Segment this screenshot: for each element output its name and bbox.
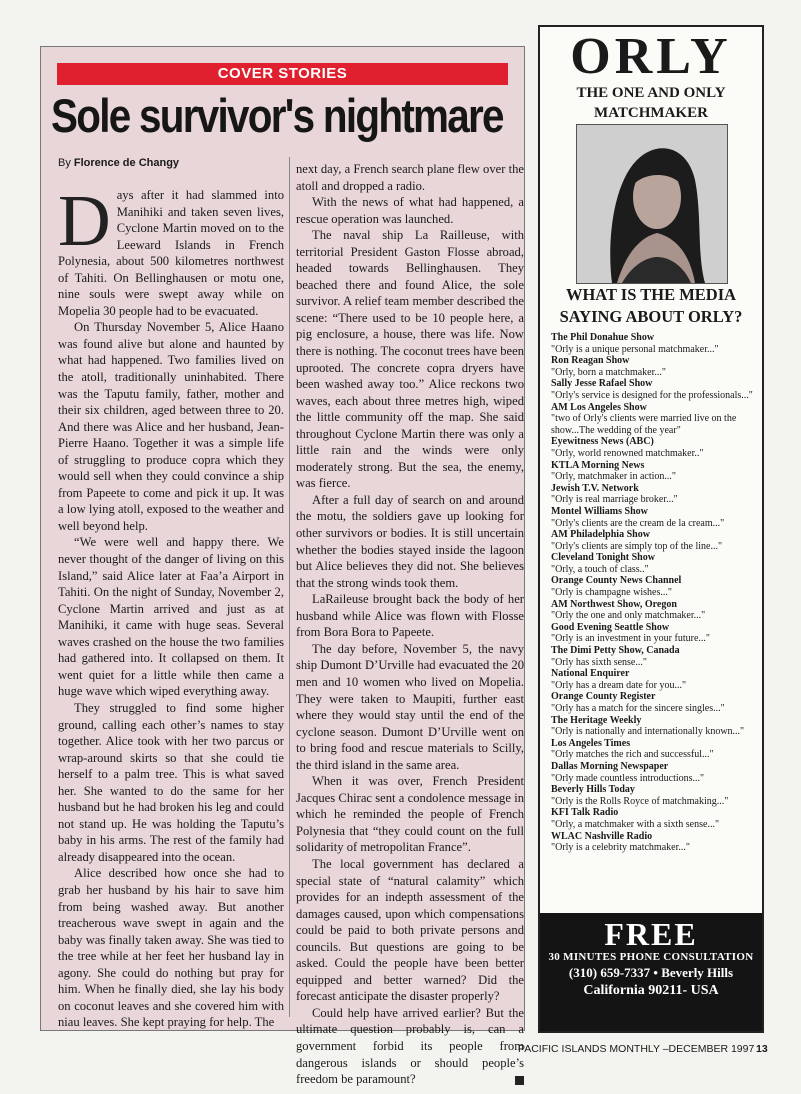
ad-subtitle-line-1: THE ONE AND ONLY	[576, 85, 726, 101]
article-paragraph: They struggled to find some higher ground, calling each other’s names to stay together. Alice took with her two parcus or wrap-around skirts so that she could tie herself to a palm tree. This is what saved her. She wanted to do the same for her husband but he had broken his leg and could not stand up. He was holding the Taputu’s baby in his arms. The rest of the family had already disappeared into the ocean.	[58, 700, 284, 864]
media-quote: "Orly, world renowned matchmaker.."	[551, 447, 704, 459]
media-source: National Enquirer	[551, 668, 630, 680]
article-paragraph: next day, a French search plane flew over the atoll and dropped a radio.	[296, 162, 524, 193]
drop-cap: D	[58, 180, 111, 261]
media-source: Orange County Register	[551, 691, 656, 703]
end-mark-icon	[515, 1076, 524, 1085]
media-quote: "Orly, a matchmaker with a sixth sense..."	[551, 818, 720, 830]
media-quote-list	[551, 332, 766, 854]
byline	[58, 157, 179, 169]
orly-advertisement	[538, 25, 764, 1033]
ad-footer	[540, 913, 762, 1031]
media-source: The Heritage Weekly	[551, 714, 642, 726]
media-quote: "Orly's clients are simply top of the line..."	[551, 540, 723, 552]
media-quote: "Orly, matchmaker in action..."	[551, 471, 676, 483]
media-quote: "Orly matches the rich and successful..."	[551, 749, 714, 761]
portrait-photo	[576, 124, 728, 284]
ad-title: ORLY	[570, 28, 732, 85]
media-quote: "Orly has a dream date for you..."	[551, 679, 687, 691]
media-source: WLAC Nashville Radio	[551, 830, 653, 842]
headline: Sole survivor's nightmare	[51, 89, 503, 142]
media-source: Good Evening Seattle Show	[551, 621, 670, 633]
section-kicker: COVER STORIES	[57, 63, 508, 85]
consultation-label: 30 MINUTES PHONE CONSULTATION	[548, 951, 754, 963]
article-paragraph: The naval ship La Railleuse, with territorial President Gaston Flosse abroad, headed towards Bellinghausen. They beached there and found Alice, the sole survivor. A relief team member described the scene: “There used to be 10 people here, a pig enclosure, a house, there was life. Now there is nothing. The coconut trees have been uprooted. The concrete copra dryers have been washed away too.” Alice reckons two waves, each about three metres high, wiped the little community off the map. She said throughout Cyclone Martin there was only a little rain and the winds were only moderately strong. But the sea, the enemy, was fierce.	[296, 228, 524, 491]
media-quote: "Orly the one and only matchmaker..."	[551, 610, 706, 622]
media-quote: "Orly is real marriage broker..."	[551, 494, 678, 506]
media-source: Eyewitness News (ABC)	[551, 436, 654, 448]
article-paragraph: “We were well and happy there. We never thought of the danger of living on this Island,” said Alice later at Faa’a Airport in Tahiti. On the night of Sunday, November 2, Cyclone Martin arrived and just as at Manihiki, it came with huge seas. Several waves crashed on the house the two families had gathered into. It collapsed on them. It went quiet for a little while then came a huge wave which wiped everything away.	[58, 535, 284, 699]
media-source: KTLA Morning News	[551, 459, 645, 471]
media-source: Los Angeles Times	[551, 737, 631, 749]
media-source: Ron Reagan Show	[551, 355, 630, 367]
article-paragraph: Alice described how once she had to grab her husband by his hair to save him from being washed away. But another treacherous wave swept in again and the baby was finally taken away. She was tied to the tree while at her feet her husband lay in agony. She could do nothing but pray for him. When he finally died, she lay his body on coconut leaves and she covered him with niau leaves. She kept praying for help. The	[58, 866, 284, 1030]
media-source: Sally Jesse Rafael Show	[551, 378, 653, 390]
page-number: 13	[756, 1043, 768, 1055]
article-paragraph: On Thursday November 5, Alice Haano was found alive but alone and haunted by what had happened. Two families lived on the atoll, traditionally uninhabited. There was the Taputu family, father, mother and their six children, aged between three to 20. And there was Alice and her husband, Jean-Pierre Haano. Together it was a simple life of struggling to produce copra which they would sell when they could convince a ship from Papeete to come and pick it up. It was a low lying atoll, exposed to the weather and well beyond help.	[58, 320, 284, 533]
media-source: The Dimi Petty Show, Canada	[551, 645, 680, 657]
media-quote: "Orly is the Rolls Royce of matchmaking..."	[551, 795, 729, 807]
media-quote: "Orly has a match for the sincere singles..."	[551, 703, 725, 714]
article-paragraph: Days after it had slammed into Manihiki and taken seven lives, Cyclone Martin moved on to the Leeward Islands in French Polynesia, about 500 kilometres northwest of Tahiti. On Bellinghausen or motu one, nine souls were swept away while on Mopelia 30 people had to be evacuated.	[58, 180, 284, 318]
article-paragraph: The local government has declared a special state of “natural calamity” which provides for an indepth assessment of the damages caused, upon which compensations could be paid to both private persons and councils. But questions are going to be asked. Could the people have been better equipped and better warned? Did the forecast anticipate the disaster properly?	[296, 856, 524, 1004]
media-source: KFI Talk Radio	[551, 807, 619, 819]
media-heading-line-1: WHAT IS THE MEDIA	[565, 285, 737, 304]
portrait-illustration	[577, 125, 727, 283]
byline-author: Florence de Changy	[73, 157, 180, 169]
article-column-1	[58, 180, 284, 1031]
media-source: Orange County News Channel	[551, 575, 682, 587]
media-heading-line-2: SAYING ABOUT ORLY?	[559, 307, 743, 326]
article-column-2	[296, 161, 524, 1088]
media-quote: "Orly's clients are the cream de la cream..."	[551, 517, 725, 529]
media-source: AM Los Angeles Show	[551, 401, 647, 413]
article-paragraph: The day before, November 5, the navy ship Dumont D’Urville had evacuated the 20 men and 10 women who lived on Mopelia. They were taken to Maupiti, further east where they would stay until the end of the cyclone season. Dumont D’Urville went on to bring food and rescue materials to Scilly, the third island in the same area.	[296, 641, 524, 772]
article-paragraph: With the news of what had happened, a rescue operation was launched.	[296, 195, 524, 226]
article-paragraph: After a full day of search on and around the motu, the soldiers gave up looking for other survivors or bodies. It is still uncertain whether the bodies stayed inside the lagoon but Alice believes they did not. She believes that the strong winds took them.	[296, 492, 524, 590]
byline-prefix: By	[58, 157, 71, 169]
media-source: AM Philadelphia Show	[551, 529, 650, 541]
media-quote: "Orly, born a matchmaker..."	[551, 366, 666, 378]
media-source: AM Northwest Show, Oregon	[551, 598, 677, 610]
media-quote: show...The wedding of the year"	[551, 424, 681, 436]
phone-line: (310) 659-7337 • Beverly Hills	[568, 965, 734, 980]
free-label: FREE	[604, 916, 698, 952]
media-quote: "Orly is champagne wishes..."	[551, 587, 672, 599]
media-source: Beverly Hills Today	[551, 784, 635, 796]
media-quote: "Orly made countless introductions..."	[551, 772, 705, 784]
column-divider	[289, 157, 290, 1017]
media-quote: "Orly has sixth sense..."	[551, 656, 647, 668]
article-panel	[40, 46, 525, 1087]
media-quote: "Orly's service is designed for the professionals..."	[551, 389, 753, 401]
media-source: Jewish T.V. Network	[551, 482, 639, 494]
media-source: Dallas Morning Newspaper	[551, 760, 669, 772]
media-source: The Phil Donahue Show	[551, 332, 655, 343]
media-source: Montel Williams Show	[551, 505, 648, 517]
media-quote: "Orly, a touch of class.."	[551, 563, 649, 575]
ad-subtitle-line-2: MATCHMAKER	[594, 105, 708, 121]
address-line: California 90211- USA	[583, 983, 719, 998]
media-quote: "Orly is nationally and internationally known..."	[551, 726, 745, 738]
media-source: Cleveland Tonight Show	[551, 552, 655, 564]
media-quote: "Orly is an investment in your future..."	[551, 633, 710, 645]
article-paragraph: When it was over, French President Jacques Chirac sent a condolence message in which he reminded the people of French Polynesia that “they could count on the full solidarity of metropolitan France”.	[296, 774, 524, 855]
article-paragraph: Could help have arrived earlier? But the ultimate question probably is, can a government forbid its people from dangerous islands or should people’s freedom be paramount?	[296, 1005, 524, 1087]
media-quote: "two of Orly's clients were married live on the	[551, 413, 737, 425]
media-quote: "Orly is a unique personal matchmaker..."	[551, 343, 719, 355]
article-paragraph: LaRaileuse brought back the body of her husband while Alice was flown with Flosse from Bora Bora to Papeete.	[296, 592, 524, 640]
folio-publication: PACIFIC ISLANDS MONTHLY –DECEMBER 1997	[518, 1043, 755, 1055]
media-quote: "Orly is a celebrity matchmaker..."	[551, 842, 690, 854]
